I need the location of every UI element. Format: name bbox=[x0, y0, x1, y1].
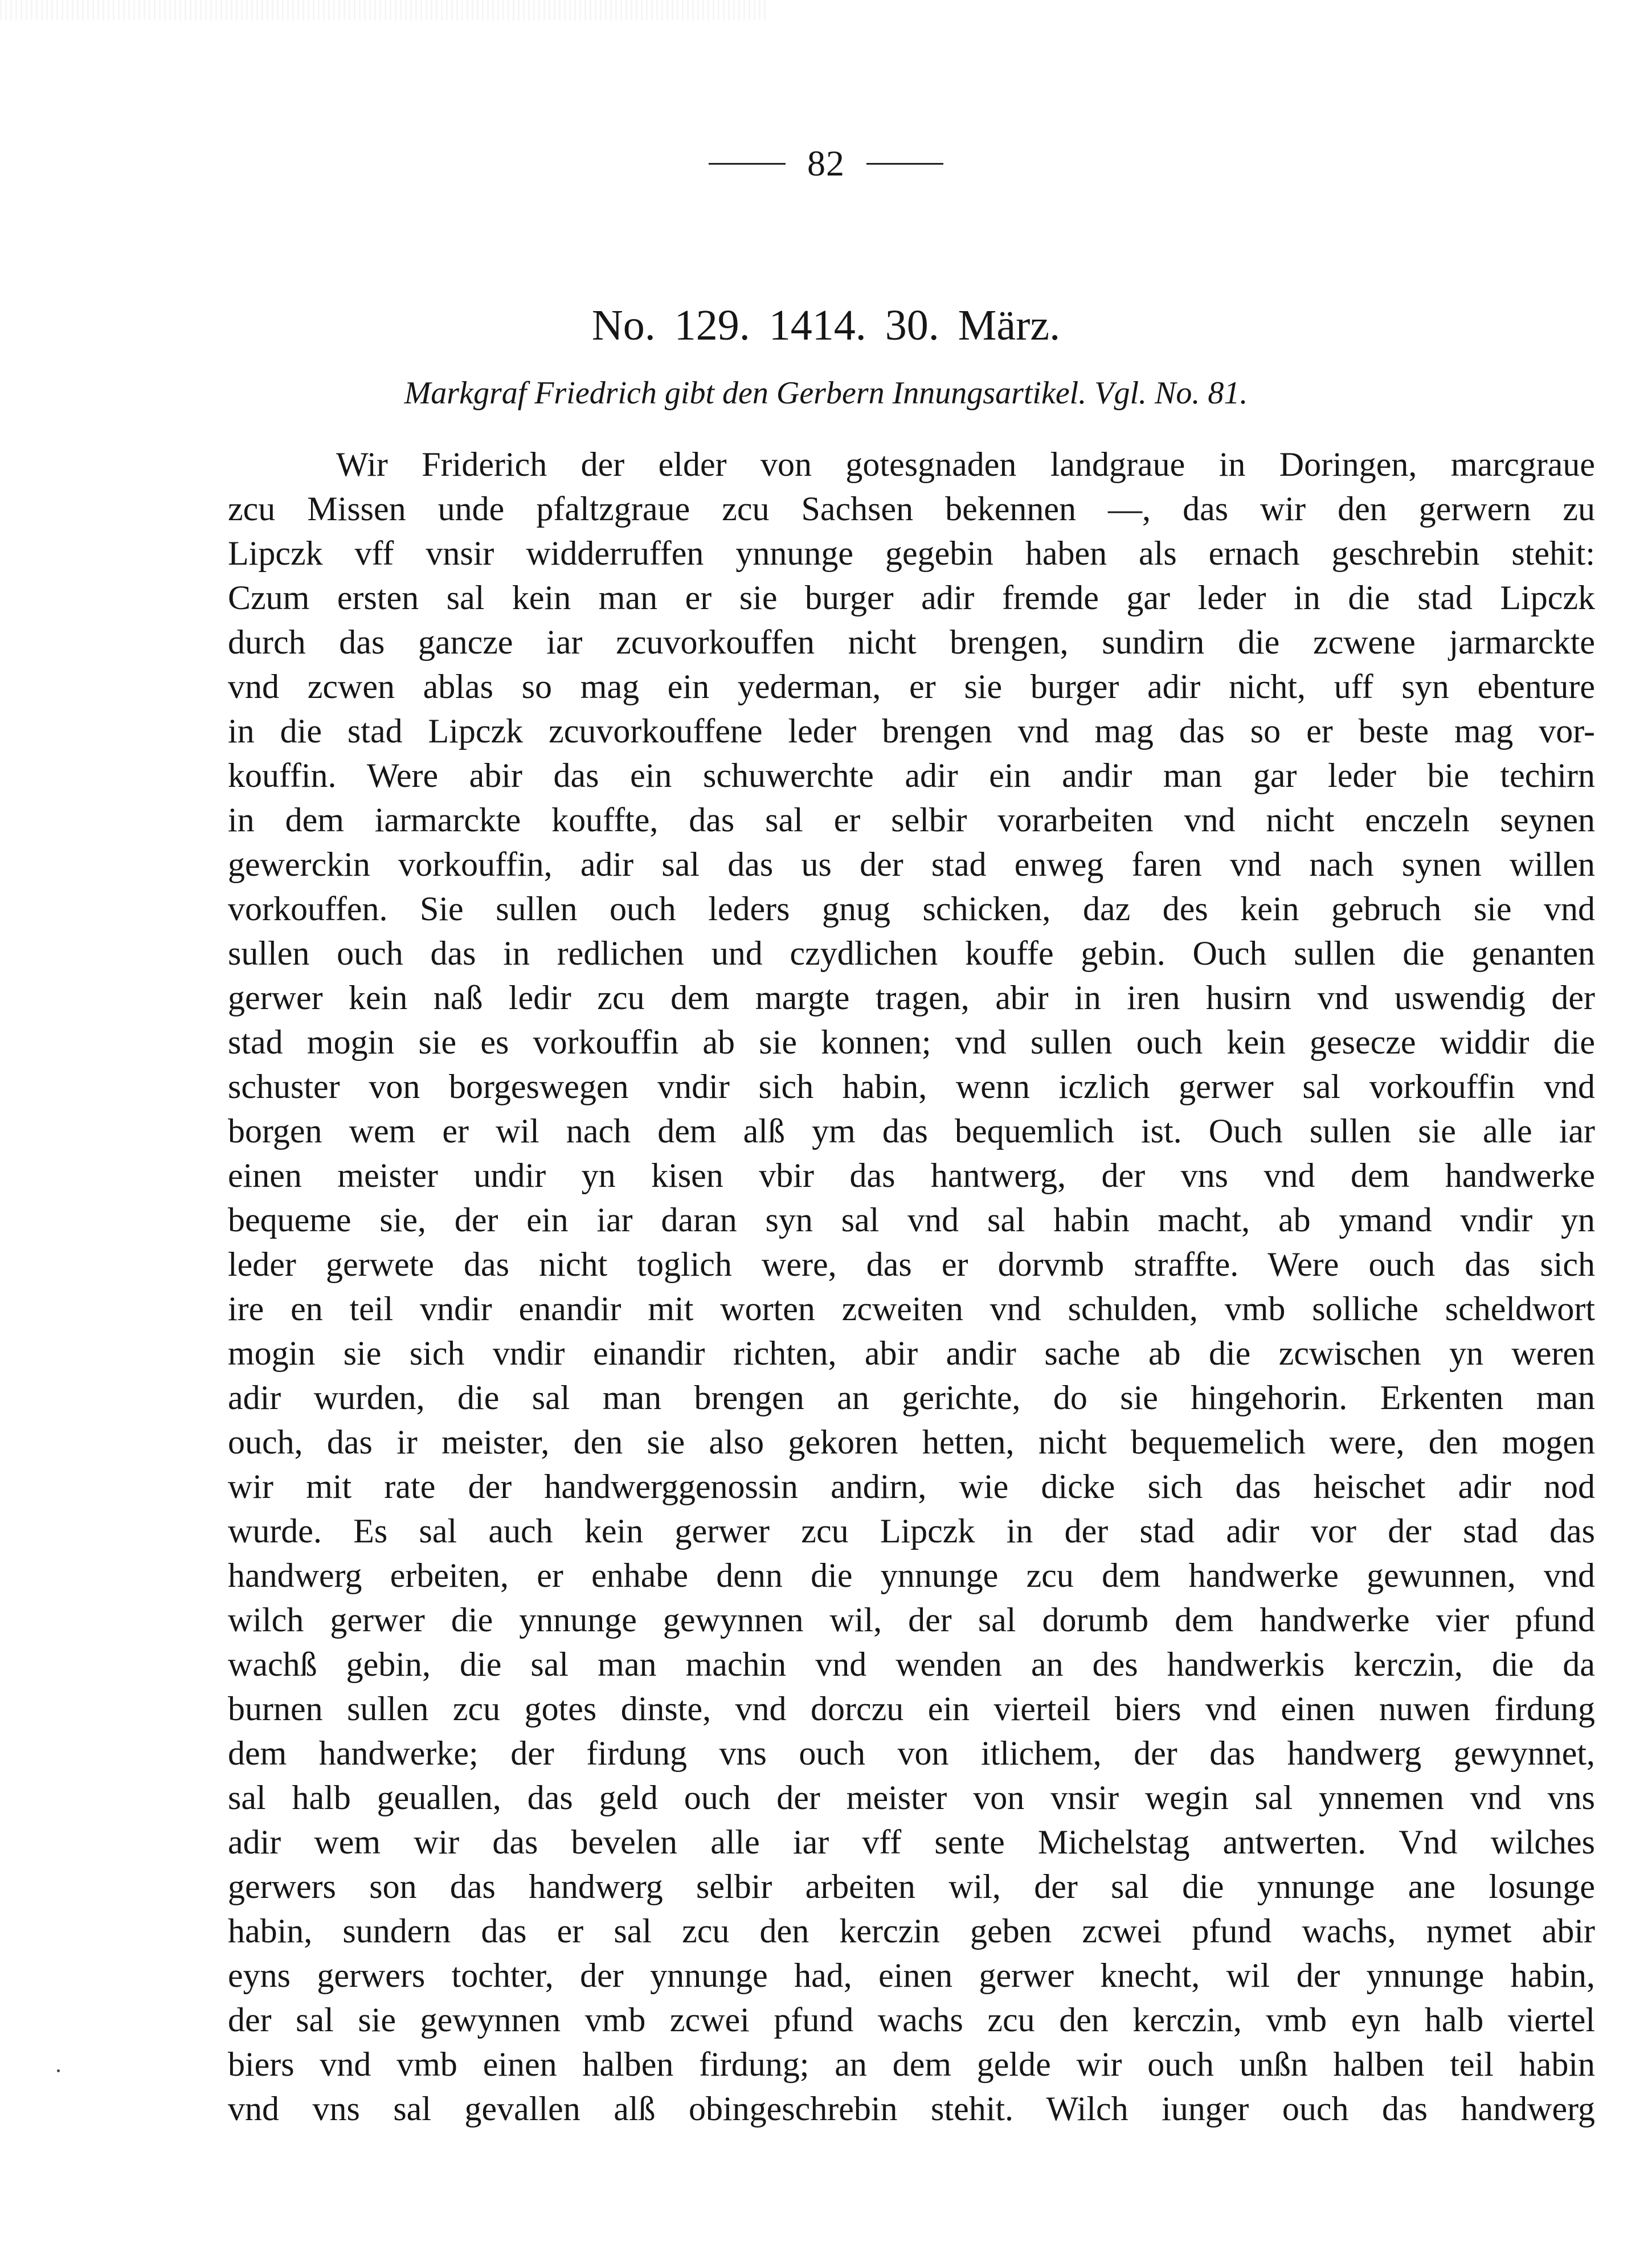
text-line: einen meister undir yn kisen vbir das hantwerg, der vns vnd dem handwerke bbox=[228, 1157, 1595, 1194]
text-line: vnd vns sal gevallen alß obingeschrebin stehit. Wilch iunger ouch das handwerg bbox=[228, 2090, 1595, 2128]
text-line: durch das gancze iar zcuvorkouffen nicht brengen, sundirn die zcwene jarmarckte bbox=[228, 623, 1595, 661]
text-line: gerwers son das handwerg selbir arbeiten wil, der sal die ynnunge ane losunge bbox=[228, 1868, 1595, 1905]
text-line: eyns gerwers tochter, der ynnunge had, einen gerwer knecht, wil der ynnunge habin, bbox=[228, 1957, 1595, 1994]
document-subtitle: Markgraf Friedrich gibt den Gerbern Innungsartikel. Vgl. No. 81. bbox=[404, 375, 1248, 411]
text-line: der sal sie gewynnen vmb zcwei pfund wachs zcu den kerczin, vmb eyn halb viertel bbox=[228, 2001, 1595, 2039]
text-line: gewerckin vorkouffin, adir sal das us der stad enweg faren vnd nach synen willen bbox=[228, 846, 1595, 883]
margin-mark bbox=[57, 2069, 60, 2072]
body-text bbox=[228, 442, 1595, 2131]
text-line: zcu Missen unde pfaltzgraue zcu Sachsen bekennen —, das wir den gerwern zu bbox=[228, 490, 1595, 528]
document-heading: No. 129. 1414. 30. März. bbox=[591, 301, 1061, 349]
text-line: wilch gerwer die ynnunge gewynnen wil, der sal dorumb dem handwerke vier pfund bbox=[228, 1601, 1595, 1639]
text-line: Czum ersten sal kein man er sie burger adir fremde gar leder in die stad Lipczk bbox=[228, 579, 1595, 616]
page-number-dash-left bbox=[709, 163, 786, 165]
text-line: Wir Friderich der elder von gotesgnaden landgraue in Doringen, marcgraue bbox=[336, 446, 1595, 483]
text-line: leder gerwete das nicht toglich were, das er dorvmb straffte. Were ouch das sich bbox=[228, 1246, 1595, 1283]
text-line: in dem iarmarckte kouffte, das sal er selbir vorarbeiten vnd nicht enczeln seynen bbox=[228, 801, 1595, 839]
text-line: ouch, das ir meister, den sie also gekoren hetten, nicht bequemelich were, den mogen bbox=[228, 1423, 1595, 1461]
text-line: vnd zcwen ablas so mag ein yederman, er sie burger adir nicht, uff syn ebenture bbox=[228, 668, 1595, 705]
text-line: stad mogin sie es vorkouffin ab sie konnen; vnd sullen ouch kein gesecze widdir die bbox=[228, 1023, 1595, 1061]
text-line: wachß gebin, die sal man machin vnd wenden an des handwerkis kerczin, die da bbox=[228, 1645, 1595, 1683]
text-line: mogin sie sich vndir einandir richten, abir andir sache ab die zcwischen yn weren bbox=[228, 1334, 1595, 1372]
text-line: sullen ouch das in redlichen und czydlichen kouffe gebin. Ouch sullen die genanten bbox=[228, 934, 1595, 972]
text-line: kouffin. Were abir das ein schuwerchte adir ein andir man gar leder bie techirn bbox=[228, 757, 1595, 794]
text-line: adir wurden, die sal man brengen an gerichte, do sie hingehorin. Erkenten man bbox=[228, 1379, 1595, 1416]
page-header bbox=[0, 132, 1652, 195]
scan-artifact bbox=[0, 0, 769, 21]
text-line: burnen sullen zcu gotes dinste, vnd dorczu ein vierteil biers vnd einen nuwen firdung bbox=[228, 1690, 1595, 1728]
text-line: dem handwerke; der firdung vns ouch von itlichem, der das handwerg gewynnet, bbox=[228, 1734, 1595, 1772]
text-line: adir wem wir das bevelen alle iar vff sente Michelstag antwerten. Vnd wilches bbox=[228, 1823, 1595, 1861]
text-line: wurde. Es sal auch kein gerwer zcu Lipczk in der stad adir vor der stad das bbox=[228, 1512, 1595, 1550]
text-line: borgen wem er wil nach dem alß ym das bequemlich ist. Ouch sullen sie alle iar bbox=[228, 1112, 1595, 1150]
text-line: gerwer kein naß ledir zcu dem margte tragen, abir in iren husirn vnd uswendig der bbox=[228, 979, 1595, 1016]
page-number: 82 bbox=[807, 143, 845, 183]
text-line: ire en teil vndir enandir mit worten zcweiten vnd schulden, vmb solliche scheldwort bbox=[228, 1290, 1595, 1328]
text-line: vorkouffen. Sie sullen ouch leders gnug schicken, daz des kein gebruch sie vnd bbox=[228, 890, 1595, 928]
text-line: sal halb geuallen, das geld ouch der meister von vnsir wegin sal ynnemen vnd vns bbox=[228, 1779, 1595, 1816]
text-line: biers vnd vmb einen halben firdung; an dem gelde wir ouch unßn halben teil habin bbox=[228, 2045, 1595, 2083]
page-number-dash-right bbox=[866, 163, 943, 165]
text-line: bequeme sie, der ein iar daran syn sal vnd sal habin macht, ab ymand vndir yn bbox=[228, 1201, 1595, 1239]
text-line: schuster von borgeswegen vndir sich habin, wenn iczlich gerwer sal vorkouffin vnd bbox=[228, 1068, 1595, 1105]
text-line: habin, sundern das er sal zcu den kerczin geben zcwei pfund wachs, nymet abir bbox=[228, 1912, 1595, 1950]
text-line: wir mit rate der handwerggenossin andirn, wie dicke sich das heischet adir nod bbox=[228, 1468, 1595, 1505]
text-line: in die stad Lipczk zcuvorkouffene leder brengen vnd mag das so er beste mag vor- bbox=[228, 712, 1595, 750]
text-line: Lipczk vff vnsir widderruffen ynnunge gegebin haben als ernach geschrebin stehit: bbox=[228, 534, 1595, 572]
text-line: handwerg erbeiten, er enhabe denn die ynnunge zcu dem handwerke gewunnen, vnd bbox=[228, 1557, 1595, 1594]
